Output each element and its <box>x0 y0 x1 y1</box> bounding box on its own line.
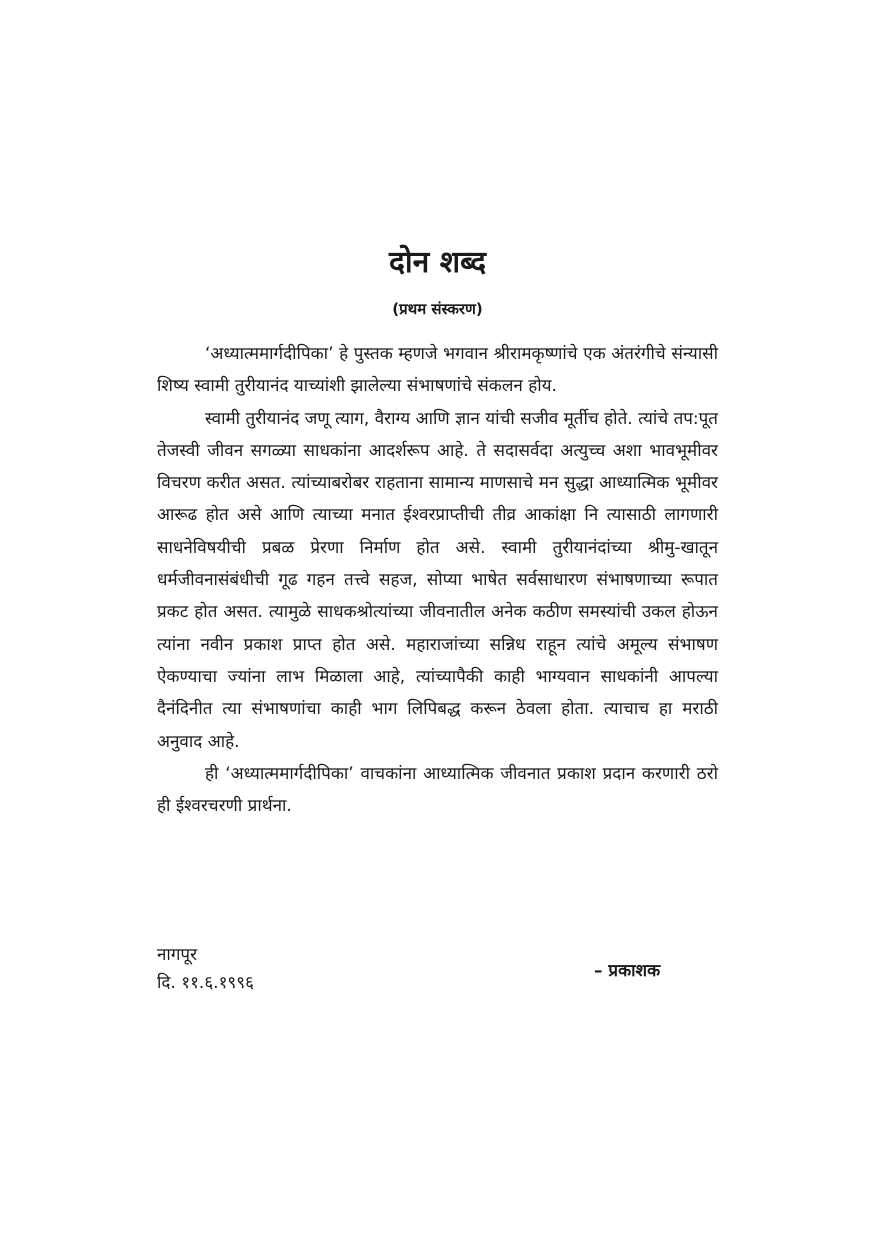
footer-place: नागपूर <box>157 945 198 965</box>
edition-subtitle: (प्रथम संस्करण) <box>392 300 483 318</box>
body-text <box>157 338 718 822</box>
publisher-signature: – प्रकाशक <box>594 961 661 981</box>
footer-date: दि. ११.६.१९९६ <box>157 973 254 993</box>
paragraph-3: ही ‘अध्यात्ममार्गदीपिका’ वाचकांना आध्यात्मिक जीवनात प्रकाश प्रदान करणारी ठरो ही ईश्वरचरणी प्रार्थना. <box>157 763 718 817</box>
page-title: दोन शब्द <box>388 245 487 280</box>
paragraph-2: स्वामी तुरीयानंद जणू त्याग, वैराग्य आणि ज्ञान यांची सजीव मूर्तीच होते. त्यांचे तप:पूत तेजस्वी जीवन सगळ्या साधकांना आदर्शरूप आहे. ते सदासर्वदा अत्युच्च अशा भावभूमीवर विचरण करीत असत. त्यांच्याबरोबर राहताना सामान्य माणसाचे मन सुद्धा आध्यात्मिक भूमीवर आरूढ होत असे आणि त्याच्या मनात ईश्वरप्राप्तीची तीव्र आकांक्षा नि त्यासाठी लागणारी साधनेविषयीची प्रबळ प्रेरणा निर्माण होत असे. स्वामी तुरीयानंदांच्या श्रीमु-खातून धर्मजीवनासंबंधीची गूढ गहन तत्त्वे सहज, सोप्या भाषेत सर्वसाधारण संभाषणाच्या रूपात प्रकट होत असत. त्यामुळे साधकश्रोत्यांच्या जीवनातील अनेक कठीण समस्यांची उकल होऊन त्यांना नवीन प्रकाश प्राप्त होत असे. महाराजांच्या सन्निध राहून त्यांचे अमूल्य संभाषण ऐकण्याचा ज्यांना लाभ मिळाला आहे, त्यांच्यापैकी काही भाग्यवान साधकांनी आपल्या दैनंदिनीत त्या संभाषणांचा काही भाग लिपिबद्ध करून ठेवला होता. त्याचाच हा मराठी अनुवाद आहे. <box>157 408 718 752</box>
paragraph-1: ‘अध्यात्ममार्गदीपिका’ हे पुस्तक म्हणजे भगवान श्रीरामकृष्णांचे एक अंतरंगीचे संन्यासी शिष्य स्वामी तुरीयानंद याच्यांशी झालेल्या संभाषणांचे संकलन होय. <box>157 344 718 397</box>
